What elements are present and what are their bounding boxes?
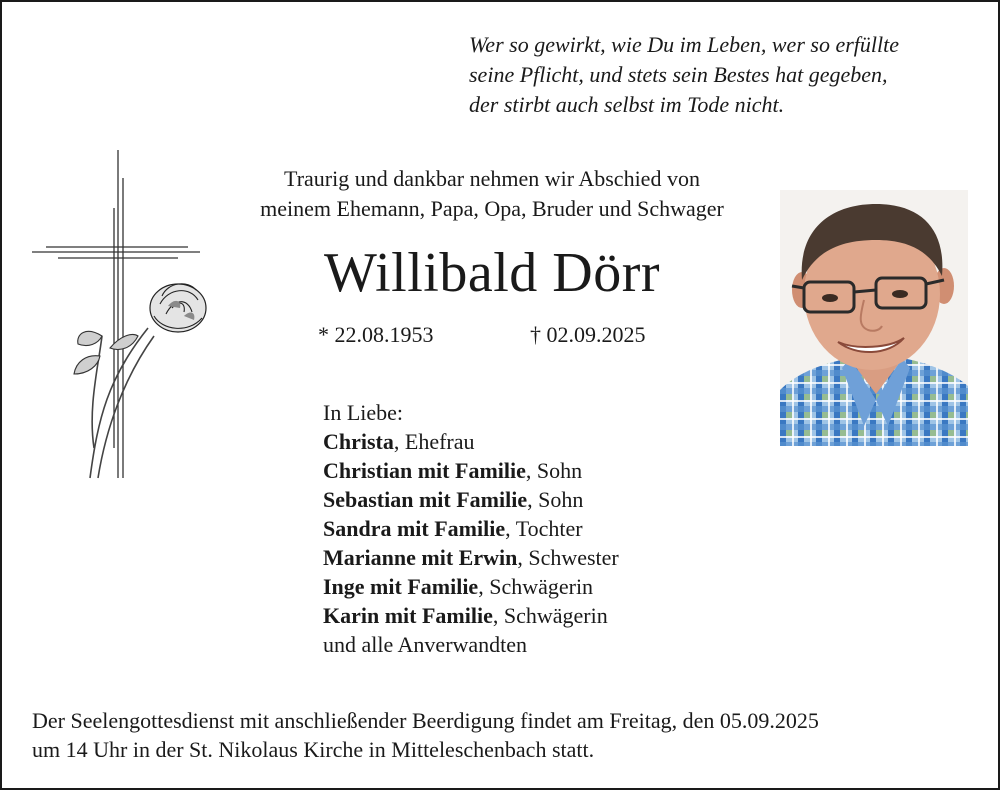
member-name: Inge mit Familie	[323, 574, 479, 599]
member-name: Marianne mit Erwin	[323, 545, 518, 570]
service-info	[32, 706, 972, 764]
portrait-image	[780, 190, 968, 446]
verse-line: der stirbt auch selbst im Tode nicht.	[469, 92, 785, 117]
member-relation: , Schwägerin	[478, 574, 594, 599]
member-relation: , Ehefrau	[393, 429, 475, 454]
member-relation: , Tochter	[505, 516, 583, 541]
intro-line: meinem Ehemann, Papa, Opa, Bruder und Schwager	[260, 196, 724, 221]
member-relation: , Schwägerin	[492, 603, 608, 628]
family-member	[323, 456, 743, 485]
deceased-name: Willibald Dörr	[324, 242, 660, 304]
portrait-photo	[780, 190, 968, 446]
family-member	[323, 485, 743, 514]
verse-line: seine Pflicht, und stets sein Bestes hat gegeben,	[469, 62, 888, 87]
birth-date: * 22.08.1953	[318, 322, 434, 347]
intro-line: Traurig und dankbar nehmen wir Abschied von	[284, 166, 700, 191]
family-member	[323, 543, 743, 572]
member-relation: , Sohn	[527, 487, 584, 512]
member-name: Sandra mit Familie	[323, 516, 506, 541]
death-date: † 02.09.2025	[530, 322, 646, 347]
member-name: Christa	[323, 429, 394, 454]
cross-icon	[28, 148, 213, 483]
member-relation: , Sohn	[525, 458, 583, 483]
family-member	[323, 572, 743, 601]
verse-line: Wer so gewirkt, wie Du im Leben, wer so erfüllte	[469, 32, 899, 57]
family-list	[323, 398, 743, 659]
member-name: Sebastian mit Familie	[323, 487, 528, 512]
verse-quote	[469, 30, 984, 120]
cross-rose-illustration	[28, 148, 213, 483]
service-line: Der Seelengottesdienst mit anschließender Beerdigung findet am Freitag, den 05.09.2025	[32, 708, 819, 733]
family-heading: In Liebe:	[323, 400, 404, 425]
member-name: Karin mit Familie	[323, 603, 493, 628]
service-line: um 14 Uhr in der St. Nikolaus Kirche in Mitteleschenbach statt.	[32, 737, 595, 762]
family-member	[323, 601, 743, 630]
member-relation: , Schwester	[517, 545, 619, 570]
member-name: Christian mit Familie	[323, 458, 526, 483]
family-closing: und alle Anverwandten	[323, 632, 528, 657]
intro-text	[207, 164, 777, 224]
family-member	[323, 514, 743, 543]
family-member	[323, 427, 743, 456]
